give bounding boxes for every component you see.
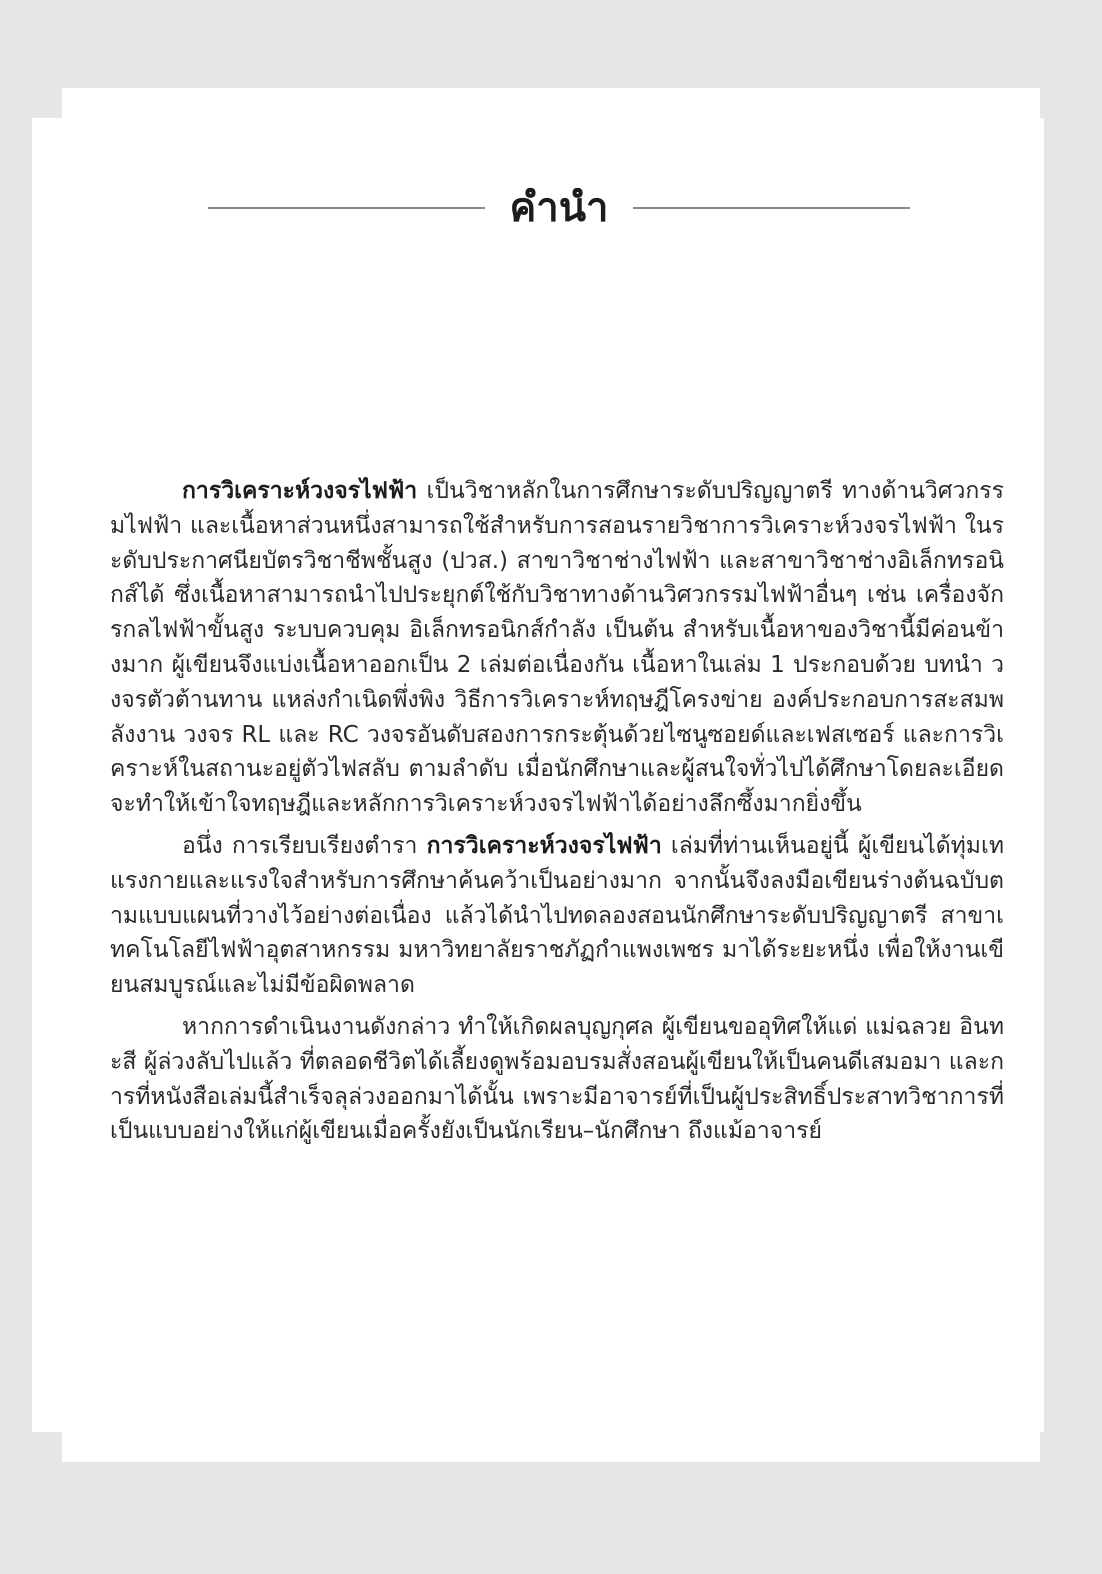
heading-rule-right	[633, 207, 910, 209]
paragraph-2-text-after: เล่มที่ท่านเห็นอยู่นี้ ผู้เขียนได้ทุ่มเทแรงกายและแรงใจสำหรับการศึกษาค้นคว้าเป็นอย่างมาก จากนั้นจึงลงมือเขียนร่างต้นฉบับตามแบบแผนที่วางไว้อย่างต่อเนื่อง แล้วได้นำไปทดลองสอนนักศึกษาระดับปริญญาตรี สาขาเทคโนโลยีไฟฟ้าอุตสาหกรรม มหาวิทยาลัยราชภัฏกำแพงเพชร มาได้ระยะหนึ่ง เพื่อให้งานเขียนสมบูรณ์และไม่มีข้อผิดพลาด	[110, 832, 1004, 999]
preface-body	[110, 474, 1004, 1149]
paragraph-2-bold-title: การวิเคราะห์วงจรไฟฟ้า	[426, 832, 662, 859]
paragraph-2	[110, 829, 1004, 1003]
heading	[208, 176, 910, 240]
page-title: คำนำ	[509, 185, 609, 231]
paragraph-1-bold-lead: การวิเคราะห์วงจรไฟฟ้า	[182, 478, 418, 504]
paragraph-1-text: เป็นวิชาหลักในการศึกษาระดับปริญญาตรี ทางด้านวิศวกรรมไฟฟ้า และเนื้อหาส่วนหนึ่งสามารถใช้สำหรับการสอนรายวิชาการวิเคราะห์วงจรไฟฟ้า ในระดับประกาศนียบัตรวิชาชีพชั้นสูง (ปวส.) สาขาวิชาช่างไฟฟ้า และสาขาวิชาช่างอิเล็กทรอนิกส์ได้ ซึ่งเนื้อหาสามารถนำไปประยุกต์ใช้กับวิชาทางด้านวิศวกรรมไฟฟ้าอื่นๆ เช่น เครื่องจักรกลไฟฟ้าขั้นสูง ระบบควบคุม อิเล็กทรอนิกส์กำลัง เป็นต้น สำหรับเนื้อหาของวิชานี้มีค่อนข้างมาก ผู้เขียนจึงแบ่งเนื้อหาออกเป็น 2 เล่มต่อเนื่องกัน เนื้อหาในเล่ม 1 ประกอบด้วย บทนำ วงจรตัวต้านทาน แหล่งกำเนิดพึ่งพิง วิธีการวิเคราะห์ทฤษฎีโครงข่าย องค์ประกอบการสะสมพลังงาน วงจร RL และ RC วงจรอันดับสองการกระตุ้นด้วยไซนูซอยด์และเฟสเซอร์ และการวิเคราะห์ในสถานะอยู่ตัวไฟสลับ ตามลำดับ เมื่อนักศึกษาและผู้สนใจทั่วไปได้ศึกษาโดยละเอียด จะทำให้เข้าใจทฤษฎีและหลักการวิเคราะห์วงจรไฟฟ้าได้อย่างลึกซึ้งมากยิ่งขึ้น	[110, 478, 1004, 818]
paragraph-3-text: หากการดำเนินงานดังกล่าว ทำให้เกิดผลบุญกุศล ผู้เขียนขออุทิศให้แด่ แม่ฉลวย อินทะสี ผู้ล่วงลับไปแล้ว ที่ตลอดชีวิตได้เลี้ยงดูพร้อมอบรมสั่งสอนผู้เขียนให้เป็นคนดีเสมอมา และการที่หนังสือเล่มนี้สำเร็จลุล่วงออกมาได้นั้น เพราะมีอาจารย์ที่เป็นผู้ประสิทธิ์ประสาทวิชาการที่เป็นแบบอย่างให้แก่ผู้เขียนเมื่อครั้งยังเป็นนักเรียน–นักศึกษา ถึงแม้อาจารย์	[110, 1013, 1004, 1145]
paragraph-2-text-before: อนึ่ง การเรียบเรียงตำรา	[182, 832, 427, 859]
paragraph-1	[110, 474, 1004, 822]
heading-rule-left	[208, 207, 485, 209]
paragraph-3	[110, 1010, 1004, 1149]
